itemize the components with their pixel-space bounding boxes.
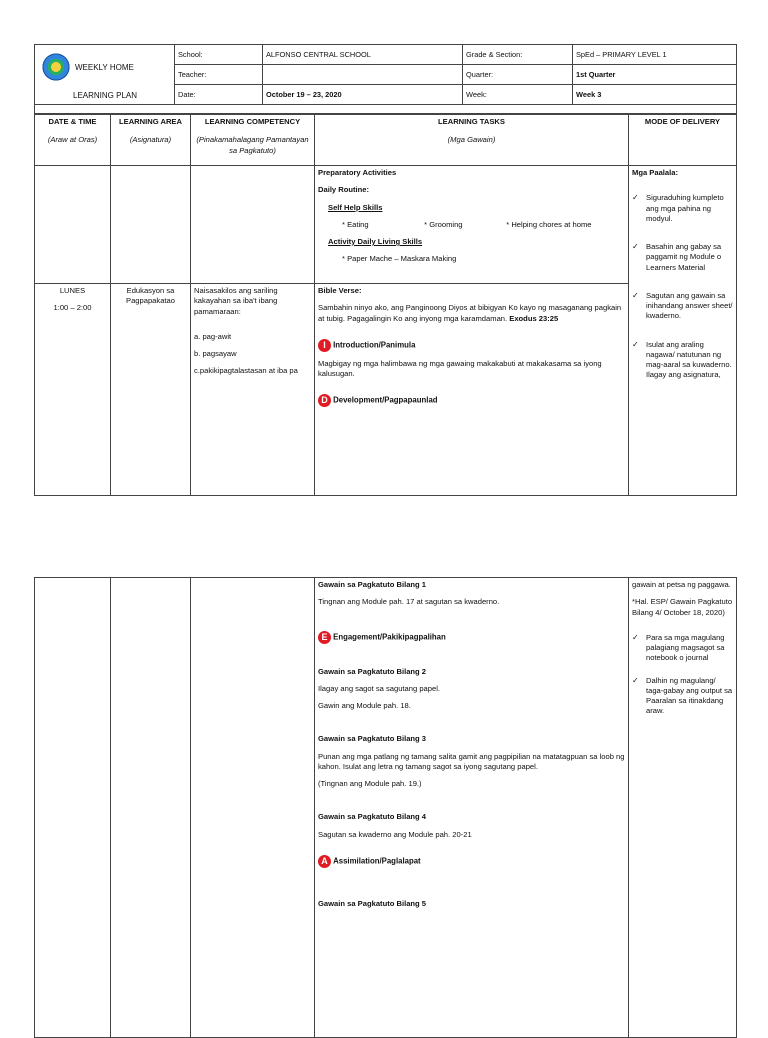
week-value: Week 3 (573, 85, 737, 105)
plan-table (34, 114, 737, 496)
engagement-letter-badge: E (318, 631, 331, 644)
learning-area-cell: Edukasyon sa Pagpapakatao (111, 284, 191, 496)
competency-cell: Naisasakilos ang sariling kakayahan sa iba't ibang pamamaraan: a. pag-awit b. pagsayaw c.pakikipagtalastasan at iba pa (191, 284, 315, 496)
assimilation-title: Assimilation/Paglalapat (333, 856, 421, 866)
tasks-cell: Bible Verse: Sambahin ninyo ako, ang Panginoong Diyos at bibigyan Ko kayo ng masaganang pagkain at tubig. Pagagalingin Ko ang inyong mga karamdaman. Exodus 23:25 I Introduction/Panimula Magbigay ng mga halimbawa ng mga gawaing makakabuti at makakasama sa iyong kalusugan. D Development/Pagpapaunlad (315, 284, 629, 496)
check-mark-icon: ✓ (632, 632, 639, 642)
delivery-cell: Mga Paalala: ✓ Siguraduhing kumpleto ang mga pahina ng modyul. ✓ Basahin ang gabay sa paggamit ng Module o Learners Material ✓ Sagutan ang gawain sa inihandang answer sheet/ kwaderno. ✓ Isulat ang araling nagawa/ natutunan ng mag-aaral sa kuwaderno. Ilagay ang asignatura, (629, 166, 737, 496)
delivery-cell-continued: gawain at petsa ng paggawa. *Hal. ESP/ Gawain Pagkatuto Bilang 4/ October 18, 2020) ✓ Para sa mga magulang palagiang magsagot sa notebook o journal ✓ Dalhin ng magulang/ taga-gabay ang output sa Paaralan sa itinakdang araw. (629, 578, 737, 1038)
col-delivery: MODE OF DELIVERY (629, 115, 737, 166)
quarter-label: Quarter: (463, 65, 573, 85)
header-table (34, 44, 737, 114)
day-time-cell: LUNES 1:00 – 2:00 (35, 284, 111, 496)
engagement-title: Engagement/Pakikipagpalihan (333, 632, 446, 641)
dev-letter-badge: D (318, 394, 331, 407)
tasks-cell-continued: Gawain sa Pagkatuto Bilang 1 Tingnan ang Module pah. 17 at sagutan sa kwaderno. E Engagement/Pakikipagpalihan Gawain sa Pagkatuto Bilang 2 Ilagay ang sagot sa sagutang papel. Gawin ang Module pah. 18. Gawain sa Pagkatuto Bilang 3 Punan ang mga patlang ng tamang salita gamit ang pagpipilian na matatagpuan sa loob ng kahon. Isulat ang letra ng tamang sagot sa iyong sagutang papel. (Tingnan ang Module pah. 19.) Gawain sa Pagkatuto Bilang 4 Sagutan sa kwaderno ang Module pah. 20-21 A Assimilation/Paglalapat Gawain sa Pagkatuto Bilang 5 (315, 578, 629, 1038)
plan-page-2 (34, 577, 736, 1038)
teacher-value (263, 65, 463, 85)
school-seal-logo (37, 48, 75, 86)
grade-value: SpEd – PRIMARY LEVEL 1 (573, 45, 737, 65)
title-line1: WEEKLY HOME (75, 63, 134, 72)
col-competency: LEARNING COMPETENCY (Pinakamahalagang Pamantayan sa Pagkatuto) (191, 115, 315, 166)
check-mark-icon: ✓ (632, 290, 639, 300)
grade-label: Grade & Section: (463, 45, 573, 65)
intro-title: Introduction/Panimula (333, 340, 416, 350)
check-mark-icon: ✓ (632, 193, 639, 203)
col-date-time: DATE & TIME (Araw at Oras) (35, 115, 111, 166)
title-cell (35, 45, 175, 105)
check-mark-icon: ✓ (632, 339, 639, 349)
date-value: October 19 – 23, 2020 (263, 85, 463, 105)
quarter-value: 1st Quarter (573, 65, 737, 85)
school-value: ALFONSO CENTRAL SCHOOL (263, 45, 463, 65)
date-label: Date: (175, 85, 263, 105)
dev-title: Development/Pagpapaunlad (333, 395, 438, 405)
intro-letter-badge: I (318, 339, 331, 352)
prep-cell: Preparatory Activities Daily Routine: Self Help Skills * Eating * Grooming * Helping chores at home Activity Daily Living Skills * Paper Mache – Maskara Making (315, 166, 629, 284)
check-mark-icon: ✓ (632, 242, 639, 251)
title-line2: LEARNING PLAN (73, 91, 138, 100)
school-label: School: (175, 45, 263, 65)
week-label: Week: (463, 85, 573, 105)
assimilation-letter-badge: A (318, 855, 331, 868)
teacher-label: Teacher: (175, 65, 263, 85)
plan-page-1 (34, 44, 736, 496)
plan-table-continued (34, 577, 737, 1038)
col-tasks: LEARNING TASKS (Mga Gawain) (315, 115, 629, 166)
check-mark-icon: ✓ (632, 675, 639, 685)
col-learning-area: LEARNING AREA (Asignatura) (111, 115, 191, 166)
